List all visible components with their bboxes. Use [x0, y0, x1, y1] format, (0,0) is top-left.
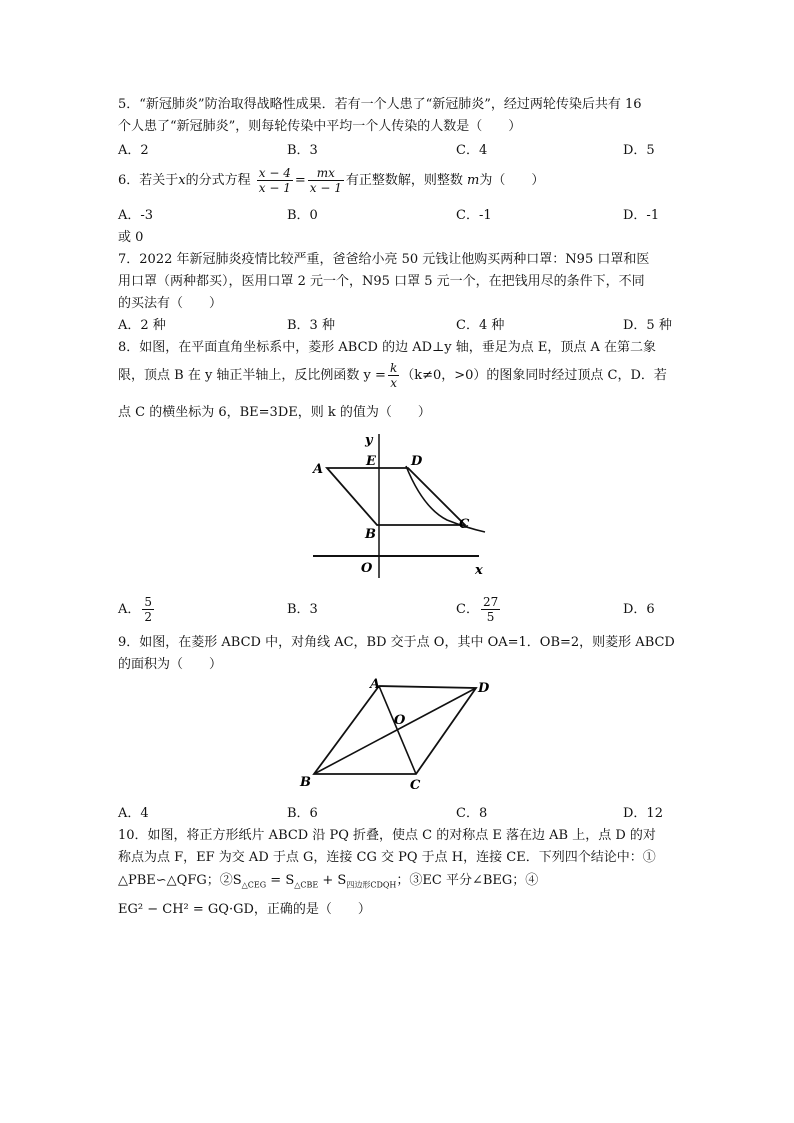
q7-line2: 用口罩（两种都买），医用口罩 2 元一个，N95 口罩 5 元一个，在把钱用尽的条件下，不同 [118, 274, 645, 289]
q10-line1: 10．如图，将正方形纸片 ABCD 沿 PQ 折叠，使点 C 的对称点 E 落在边 AB 上，点 D 的对 [118, 828, 656, 843]
q8-line1: 8．如图，在平面直角坐标系中，菱形 ABCD 的边 AD⊥y 轴，垂足为点 E，顶点 A 在第二象 [118, 340, 657, 355]
q6-var-m: m [467, 173, 480, 188]
q6-option-a: A．-3 [118, 208, 154, 223]
q9-option-d: D．12 [623, 806, 663, 821]
q7-option-b: B．3 种 [287, 318, 335, 333]
q8-label-x: x [475, 563, 483, 578]
q8-option-b: B．3 [287, 602, 318, 617]
q6-equals: = [294, 173, 306, 188]
q10-line3-b: = S [266, 873, 295, 888]
q8-label-e: E [366, 454, 376, 469]
q7-option-c: C．4 种 [456, 318, 505, 333]
q10-sub1: △CEG [241, 880, 267, 890]
q10-line3-c: + S [318, 873, 347, 888]
q8-label-a: A [313, 462, 324, 477]
q8-option-c-fraction [481, 595, 500, 624]
q9-label-c: C [410, 778, 421, 793]
q8-label-o: O [361, 561, 373, 576]
q8-option-a-fraction [142, 595, 154, 624]
q6-tail: 为（ ） [479, 173, 545, 188]
q8-option-c-num: 27 [482, 595, 499, 609]
q5-option-d: D．5 [623, 143, 655, 158]
q7-line3: 的买法有（ ） [118, 296, 223, 311]
q9-option-c: C．8 [456, 806, 488, 821]
q6-fraction-right [308, 166, 344, 195]
q8-option-c [456, 592, 502, 628]
q8-label-c: C [459, 517, 470, 532]
q7-option-d: D．5 种 [623, 318, 672, 333]
q8-option-d: D．6 [623, 602, 655, 617]
q10-line4: EG² − CH² = GQ·GD，正确的是（ ） [118, 902, 371, 917]
q6-var-x: x [178, 173, 186, 188]
q8-option-a-den: 2 [144, 610, 153, 624]
q6-option-b: B．0 [287, 208, 318, 223]
q9-line1: 9．如图，在菱形 ABCD 中，对角线 AC，BD 交于点 O，其中 OA=1．OB=2，则菱形 ABCD [118, 635, 675, 650]
q5-line1: 5．“新冠肺炎”防治取得战略性成果．若有一个人患了“新冠肺炎”，经过两轮传染后共有 16 [118, 97, 642, 112]
q9-rhombus-figure [296, 676, 502, 800]
q6-pre: 6．若关于 [118, 173, 179, 188]
q9-option-b: B．6 [287, 806, 318, 821]
q8-line2 [118, 361, 667, 391]
q10-line3-d: ；③EC 平分∠BEG；④ [396, 873, 539, 888]
q8-line2-pre: 限，顶点 B 在 y 轴正半轴上，反比例函数 y = [118, 368, 386, 383]
q8-label-y: y [365, 433, 373, 448]
q8-label-b: B [365, 527, 376, 542]
q9-option-a: A．4 [118, 806, 149, 821]
q10-line2: 称点为点 F，EF 为交 AD 于点 G，连接 CG 交 PQ 于点 H，连接 CE．下列四个结论中：① [118, 850, 656, 865]
q8-k-den: x [390, 376, 397, 390]
q5-option-b: B．3 [287, 143, 318, 158]
q8-label-d: D [411, 454, 423, 469]
q8-line3: 点 C 的横坐标为 6，BE=3DE，则 k 的值为（ ） [118, 405, 431, 420]
q7-line1: 7．2022 年新冠肺炎疫情比较严重，爸爸给小亮 50 元钱让他购买两种口罩：N95 口罩和医 [118, 252, 650, 267]
q9-label-d: D [478, 681, 490, 696]
q6-mid: 的分式方程 [185, 173, 251, 188]
q9-label-a: A [370, 677, 381, 692]
q6-frac2-den: x − 1 [309, 181, 342, 195]
q8-option-a-label: A． [118, 602, 141, 617]
q8-option-a-num: 5 [144, 595, 153, 609]
q5-line2: 个人患了“新冠肺炎”，则每轮传染中平均一个人传染的人数是（ ） [118, 119, 522, 134]
q8-k-num: k [389, 361, 398, 375]
q6-post: 有正整数解，则整数 [345, 173, 463, 188]
q8-option-a [118, 592, 156, 628]
q6-frac1-num: x − 4 [258, 166, 291, 180]
q6-stem [118, 166, 544, 196]
q6-option-d-wrap: 或 0 [118, 230, 144, 245]
q6-frac1-den: x − 1 [258, 181, 291, 195]
q7-option-a: A．2 种 [118, 318, 166, 333]
q10-sub2: △CBE [294, 880, 319, 890]
q8-option-c-den: 5 [486, 610, 495, 624]
q8-k-over-x [388, 361, 399, 390]
q6-option-d: D．-1 [623, 208, 660, 223]
q6-fraction-left [257, 166, 293, 195]
q10-sub3: 四边形CDQH [346, 880, 397, 890]
q10-line3-a: △PBE∽△QFG；②S [118, 873, 242, 888]
q10-line3 [118, 872, 538, 895]
q8-line2-post: （k≠0，>0）的图象同时经过顶点 C，D．若 [401, 368, 667, 383]
q5-option-a: A．2 [118, 143, 149, 158]
q9-label-b: B [300, 775, 311, 790]
q9-label-o: O [394, 713, 406, 728]
q5-option-c: C．4 [456, 143, 488, 158]
q6-option-c: C．-1 [456, 208, 492, 223]
q8-rhombus-figure [305, 428, 495, 580]
q6-frac2-num: mx [308, 166, 344, 181]
q9-line2: 的面积为（ ） [118, 657, 223, 672]
q8-option-c-label: C． [456, 602, 479, 617]
